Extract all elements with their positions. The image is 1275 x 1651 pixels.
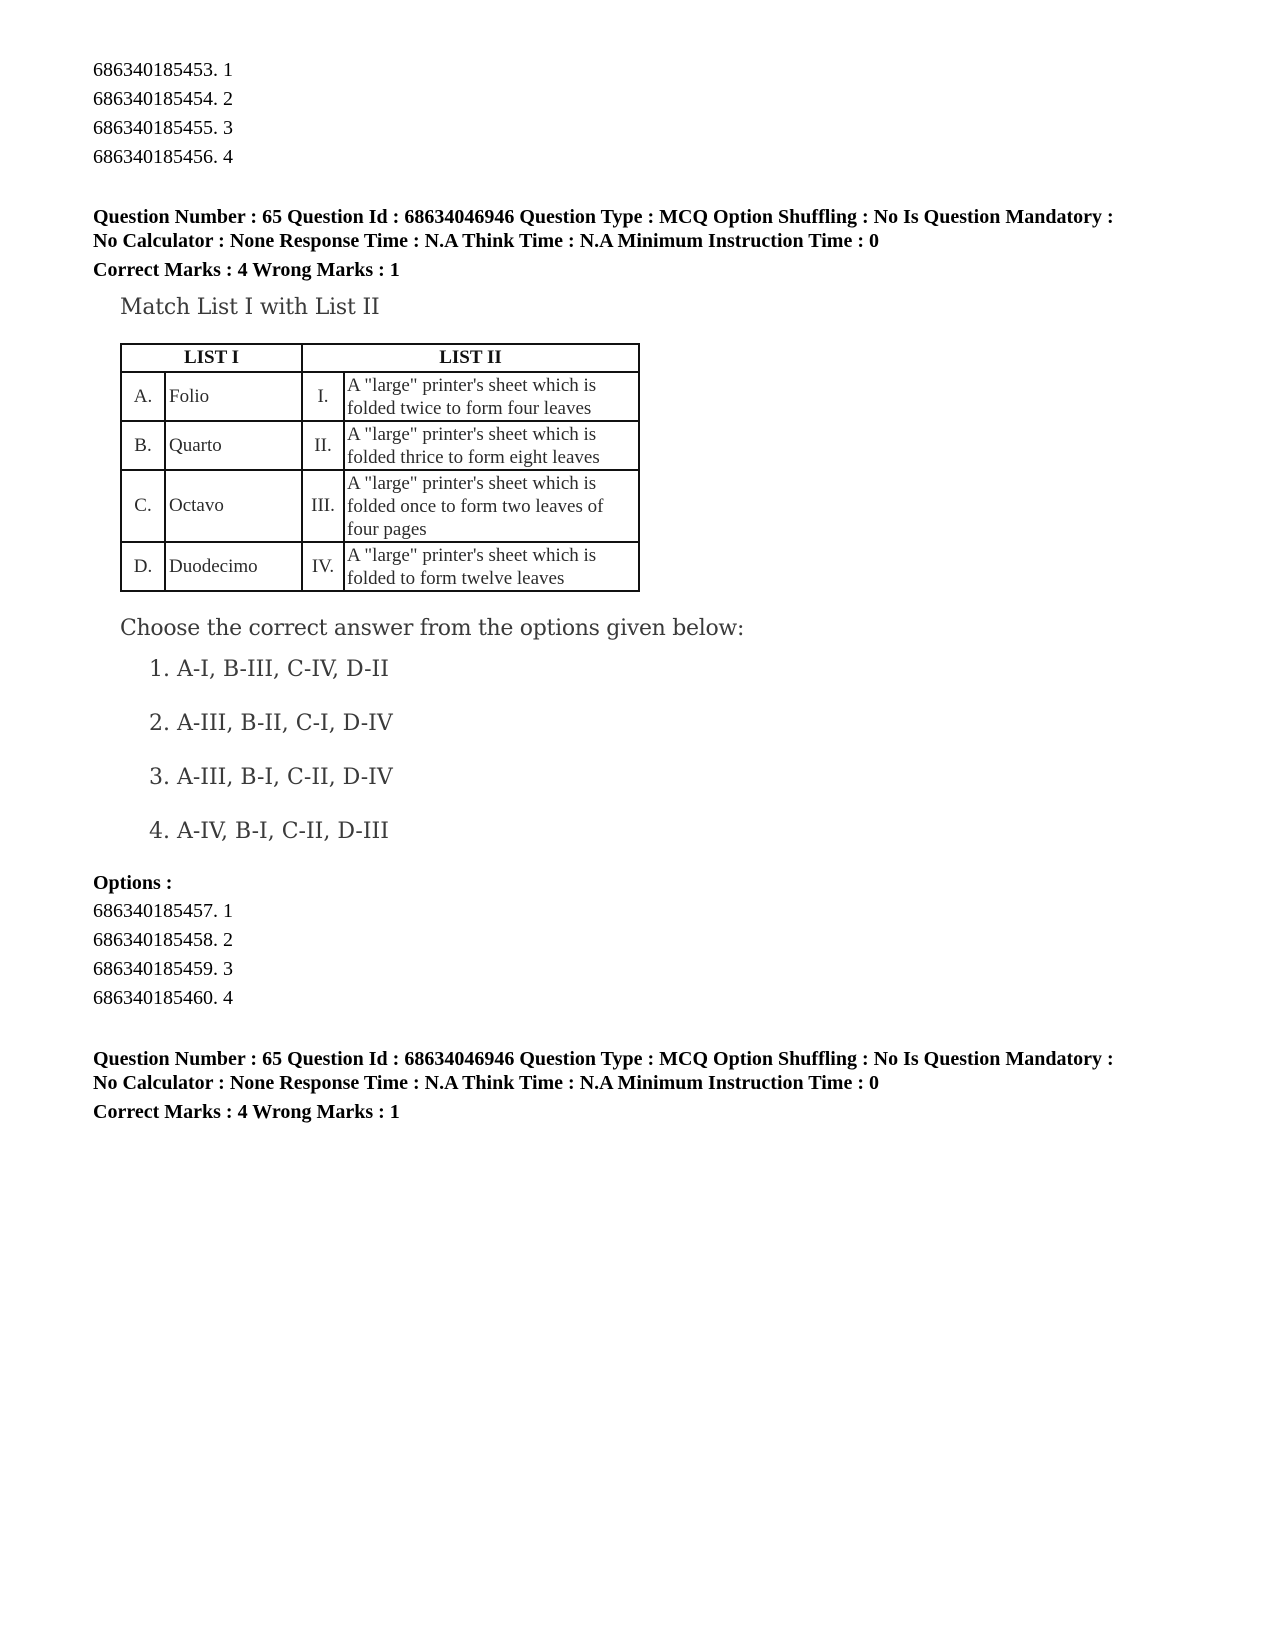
options-list (93, 897, 1203, 1013)
row-roman: I. (302, 372, 344, 421)
question-marks: Correct Marks : 4 Wrong Marks : 1 (93, 1101, 400, 1123)
row-description: A "large" printer's sheet which is folded once to form two leaves of four pages (344, 470, 639, 542)
question-meta-line: Question Number : 65 Question Id : 68634046946 Question Type : MCQ Option Shuffling : No Is Question Mandatory : (93, 1048, 1114, 1070)
question-prompt: Match List I with List II (120, 295, 380, 320)
option-line: 686340185455. 3 (93, 117, 233, 139)
row-term: Quarto (165, 421, 302, 470)
option-line: 686340185459. 3 (93, 958, 233, 980)
row-letter: B. (121, 421, 165, 470)
row-letter: C. (121, 470, 165, 542)
table-row (121, 372, 639, 421)
row-roman: II. (302, 421, 344, 470)
answer-choice: 3. A-III, B-I, C-II, D-IV (149, 765, 393, 790)
question-marks: Correct Marks : 4 Wrong Marks : 1 (93, 259, 400, 281)
row-description: A "large" printer's sheet which is folded thrice to form eight leaves (344, 421, 639, 470)
answer-choice: 1. A-I, B-III, C-IV, D-II (149, 657, 389, 682)
row-description: A "large" printer's sheet which is folded twice to form four leaves (344, 372, 639, 421)
option-line: 686340185457. 1 (93, 900, 233, 922)
choose-instruction: Choose the correct answer from the options given below: (120, 616, 745, 641)
row-description: A "large" printer's sheet which is folded to form twelve leaves (344, 542, 639, 591)
question-meta (93, 1047, 1203, 1125)
question-meta (93, 205, 1203, 283)
option-line: 686340185453. 1 (93, 59, 233, 81)
option-line: 686340185456. 4 (93, 146, 233, 168)
option-line: 686340185460. 4 (93, 987, 233, 1009)
list-2-header: LIST II (302, 344, 639, 372)
option-line: 686340185454. 2 (93, 88, 233, 110)
list-1-header: LIST I (121, 344, 302, 372)
answer-choices (149, 655, 1203, 871)
table-row (121, 542, 639, 591)
row-term: Octavo (165, 470, 302, 542)
question-body (120, 293, 1203, 871)
question-meta-line: Question Number : 65 Question Id : 68634046946 Question Type : MCQ Option Shuffling : No Is Question Mandatory : (93, 206, 1114, 228)
row-letter: A. (121, 372, 165, 421)
row-term: Duodecimo (165, 542, 302, 591)
match-table-header (121, 344, 639, 372)
row-roman: III. (302, 470, 344, 542)
table-row (121, 421, 639, 470)
answer-choice: 4. A-IV, B-I, C-II, D-III (149, 819, 389, 844)
previous-options-list (93, 56, 1203, 172)
option-line: 686340185458. 2 (93, 929, 233, 951)
document-page (93, 56, 1203, 1125)
question-meta-line: No Calculator : None Response Time : N.A Think Time : N.A Minimum Instruction Time : 0 (93, 1072, 879, 1094)
match-table (120, 343, 640, 592)
question-meta-line: No Calculator : None Response Time : N.A Think Time : N.A Minimum Instruction Time : 0 (93, 230, 879, 252)
row-letter: D. (121, 542, 165, 591)
options-label: Options : (93, 872, 173, 894)
answer-choice: 2. A-III, B-II, C-I, D-IV (149, 711, 393, 736)
table-row (121, 470, 639, 542)
row-roman: IV. (302, 542, 344, 591)
row-term: Folio (165, 372, 302, 421)
